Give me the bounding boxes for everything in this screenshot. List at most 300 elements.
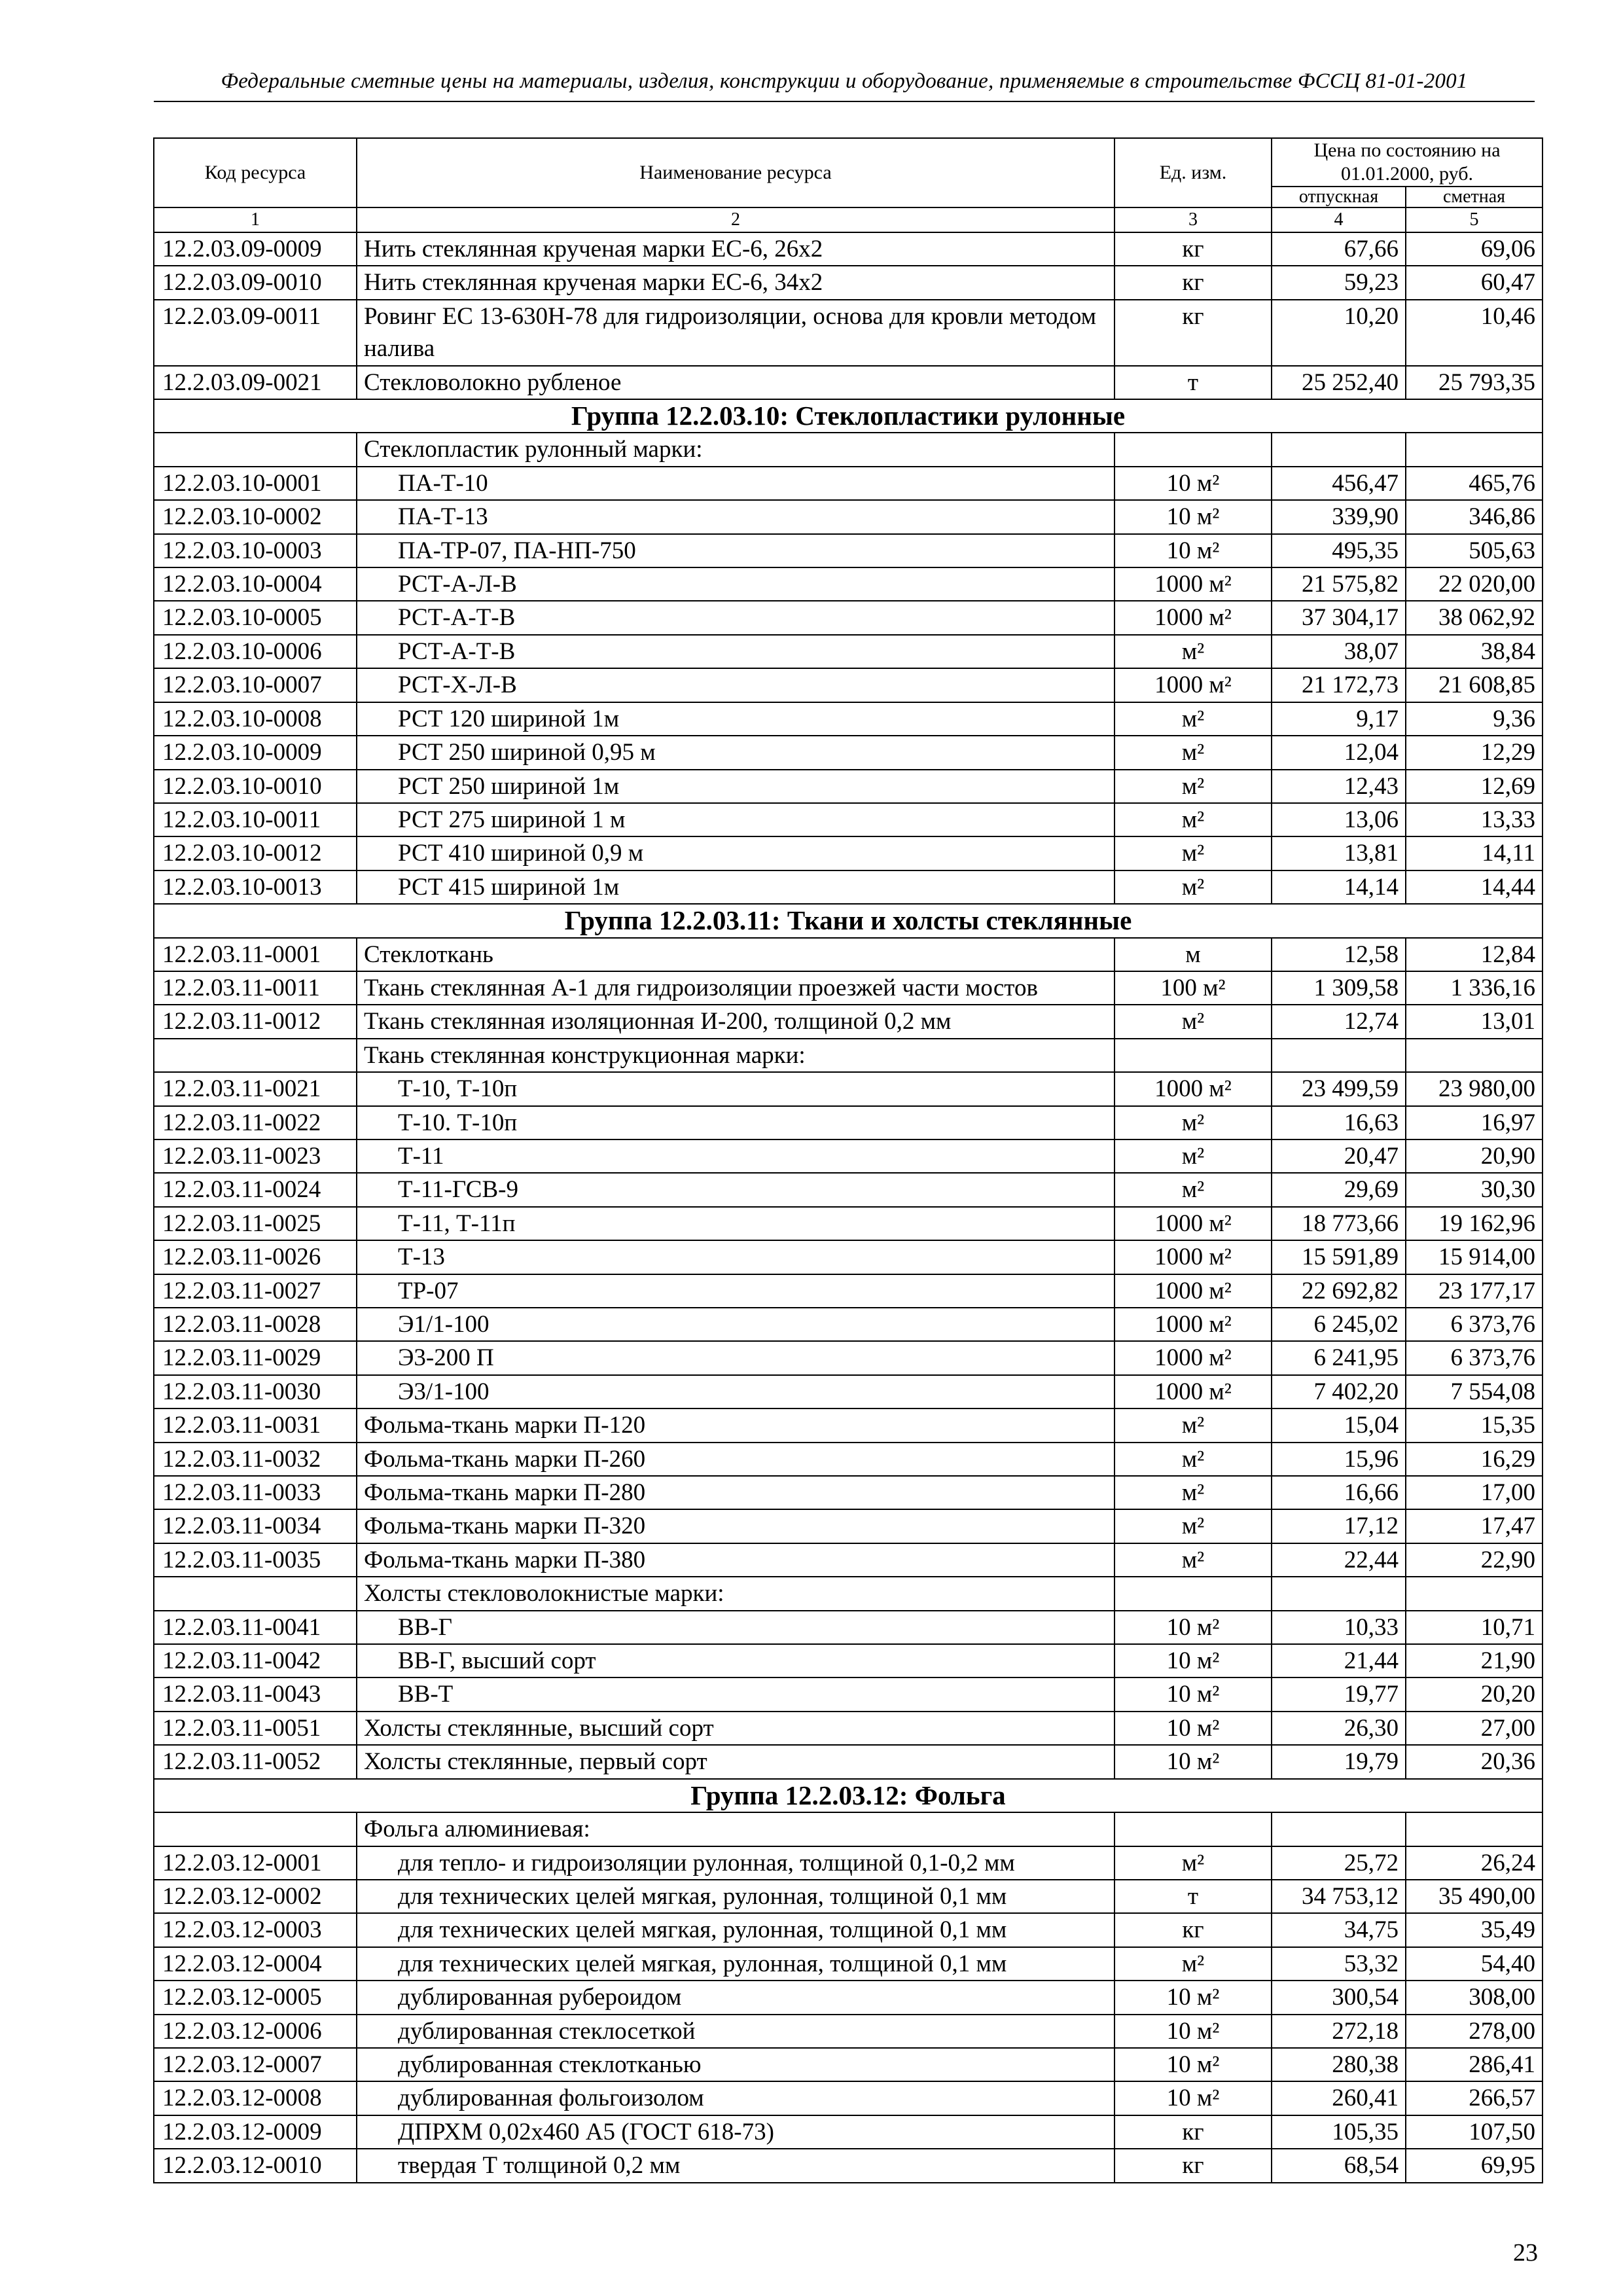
resource-name: для технических целей мягкая, рулонная, толщиной 0,1 мм	[357, 1947, 1115, 1981]
resource-code: 12.2.03.11-0023	[154, 1139, 357, 1173]
release-price: 37 304,17	[1272, 601, 1406, 634]
resource-code: 12.2.03.11-0011	[154, 971, 357, 1005]
release-price: 13,81	[1272, 836, 1406, 870]
unit: м²	[1115, 1947, 1272, 1981]
unit: 10 м²	[1115, 2048, 1272, 2081]
table-row	[154, 1611, 1543, 1644]
release-price: 21,44	[1272, 1644, 1406, 1677]
resource-name: Холсты стеклянные, первый сорт	[357, 1745, 1115, 1778]
resource-code: 12.2.03.11-0043	[154, 1677, 357, 1711]
resource-code: 12.2.03.11-0012	[154, 1005, 357, 1038]
resource-name: РСТ 410 шириной 0,9 м	[357, 836, 1115, 870]
resource-name: Э1/1-100	[357, 1308, 1115, 1341]
table-row	[154, 500, 1543, 533]
resource-code: 12.2.03.11-0026	[154, 1240, 357, 1274]
resource-code: 12.2.03.10-0001	[154, 467, 357, 500]
group-heading: Группа 12.2.03.10: Стеклопластики рулонные	[154, 399, 1543, 433]
release-price: 16,66	[1272, 1476, 1406, 1509]
table-row	[154, 1207, 1543, 1240]
estimate-price: 38,84	[1406, 635, 1543, 668]
unit: 10 м²	[1115, 1611, 1272, 1644]
resource-code: 12.2.03.09-0011	[154, 300, 357, 366]
resource-code: 12.2.03.11-0028	[154, 1308, 357, 1341]
table-row	[154, 836, 1543, 870]
estimate-price: 35,49	[1406, 1913, 1543, 1946]
resource-name: дублированная рубероидом	[357, 1981, 1115, 2014]
unit: кг	[1115, 300, 1272, 366]
estimate-price: 23 980,00	[1406, 1072, 1543, 1105]
table-row	[154, 1408, 1543, 1442]
estimate-price: 20,90	[1406, 1139, 1543, 1173]
resource-code: 12.2.03.11-0024	[154, 1173, 357, 1206]
empty-price-cell	[1406, 1039, 1543, 1072]
unit: м²	[1115, 635, 1272, 668]
unit: м	[1115, 938, 1272, 971]
unit: м²	[1115, 1509, 1272, 1543]
empty-price-cell	[1406, 1812, 1543, 1846]
resource-code: 12.2.03.10-0007	[154, 668, 357, 702]
empty-unit-cell	[1115, 1577, 1272, 1610]
release-price: 105,35	[1272, 2115, 1406, 2149]
release-price: 19,79	[1272, 1745, 1406, 1778]
unit: м²	[1115, 836, 1272, 870]
table-row	[154, 366, 1543, 399]
unit: м²	[1115, 736, 1272, 769]
header-rule	[154, 101, 1535, 102]
resource-code: 12.2.03.11-0021	[154, 1072, 357, 1105]
resource-code: 12.2.03.11-0029	[154, 1341, 357, 1374]
unit: 10 м²	[1115, 467, 1272, 500]
resource-code: 12.2.03.12-0002	[154, 1880, 357, 1913]
table-row	[154, 232, 1543, 266]
resource-code: 12.2.03.10-0008	[154, 702, 357, 736]
release-price: 1 309,58	[1272, 971, 1406, 1005]
estimate-price: 266,57	[1406, 2081, 1543, 2115]
estimate-price: 278,00	[1406, 2015, 1543, 2048]
col-header-release: отпускная	[1272, 187, 1406, 207]
resource-name: дублированная фольгоизолом	[357, 2081, 1115, 2115]
resource-code: 12.2.03.11-0041	[154, 1611, 357, 1644]
table-row	[154, 770, 1543, 803]
unit: м²	[1115, 870, 1272, 904]
release-price: 12,74	[1272, 1005, 1406, 1038]
resource-code: 12.2.03.11-0027	[154, 1274, 357, 1308]
resource-code: 12.2.03.12-0007	[154, 2048, 357, 2081]
estimate-price: 1 336,16	[1406, 971, 1543, 1005]
empty-price-cell	[1406, 1577, 1543, 1610]
empty-unit-cell	[1115, 433, 1272, 466]
table-row	[154, 534, 1543, 567]
resource-name: ВВ-Г, высший сорт	[357, 1644, 1115, 1677]
unit: 1000 м²	[1115, 1308, 1272, 1341]
resource-code: 12.2.03.10-0010	[154, 770, 357, 803]
resource-name: Ровинг ЕС 13-630Н-78 для гидроизоляции, основа для кровли методом налива	[357, 300, 1115, 366]
resource-name: ПА-Т-13	[357, 500, 1115, 533]
resource-name: Фольма-ткань марки П-260	[357, 1443, 1115, 1476]
unit: 10 м²	[1115, 2015, 1272, 2048]
estimate-price: 10,46	[1406, 300, 1543, 366]
release-price: 18 773,66	[1272, 1207, 1406, 1240]
table-row	[154, 1476, 1543, 1509]
table-row	[154, 1981, 1543, 2014]
estimate-price: 15 914,00	[1406, 1240, 1543, 1274]
estimate-price: 22 020,00	[1406, 567, 1543, 601]
estimate-price: 505,63	[1406, 534, 1543, 567]
release-price: 13,06	[1272, 803, 1406, 836]
resource-code: 12.2.03.12-0006	[154, 2015, 357, 2048]
resource-name: для технических целей мягкая, рулонная, толщиной 0,1 мм	[357, 1913, 1115, 1946]
group-heading: Группа 12.2.03.12: Фольга	[154, 1779, 1543, 1812]
group-heading-row	[154, 1779, 1543, 1812]
empty-price-cell	[1272, 1039, 1406, 1072]
resource-name: ПА-ТР-07, ПА-НП-750	[357, 534, 1115, 567]
table-row	[154, 1005, 1543, 1038]
unit: м²	[1115, 1476, 1272, 1509]
resource-code: 12.2.03.10-0004	[154, 567, 357, 601]
resource-code: 12.2.03.09-0009	[154, 232, 357, 266]
unit: 1000 м²	[1115, 1341, 1272, 1374]
resource-code: 12.2.03.12-0001	[154, 1846, 357, 1880]
release-price: 15,04	[1272, 1408, 1406, 1442]
resource-name: Стекловолокно рубленое	[357, 366, 1115, 399]
table-row	[154, 1341, 1543, 1374]
table-row	[154, 2149, 1543, 2182]
resource-code: 12.2.03.10-0012	[154, 836, 357, 870]
release-price: 9,17	[1272, 702, 1406, 736]
unit: 1000 м²	[1115, 1375, 1272, 1408]
release-price: 34 753,12	[1272, 1880, 1406, 1913]
table-row	[154, 1240, 1543, 1274]
empty-price-cell	[1272, 1577, 1406, 1610]
resource-name: Фольма-ткань марки П-120	[357, 1408, 1115, 1442]
resource-name: Т-10, Т-10п	[357, 1072, 1115, 1105]
resource-name: ДПРХМ 0,02х460 А5 (ГОСТ 618-73)	[357, 2115, 1115, 2149]
table-row	[154, 467, 1543, 500]
estimate-price: 10,71	[1406, 1611, 1543, 1644]
estimate-price: 14,44	[1406, 870, 1543, 904]
unit: м²	[1115, 1443, 1272, 1476]
unit: 10 м²	[1115, 1644, 1272, 1677]
resource-code: 12.2.03.11-0031	[154, 1408, 357, 1442]
estimate-price: 9,36	[1406, 702, 1543, 736]
release-price: 59,23	[1272, 266, 1406, 299]
resource-code: 12.2.03.12-0005	[154, 1981, 357, 2014]
release-price: 22 692,82	[1272, 1274, 1406, 1308]
unit: 10 м²	[1115, 1712, 1272, 1745]
resource-code: 12.2.03.12-0008	[154, 2081, 357, 2115]
page-number: 23	[1513, 2239, 1538, 2267]
estimate-price: 27,00	[1406, 1712, 1543, 1745]
resource-code: 12.2.03.10-0009	[154, 736, 357, 769]
resource-code: 12.2.03.09-0021	[154, 366, 357, 399]
resource-name: Т-11	[357, 1139, 1115, 1173]
resource-code: 12.2.03.11-0001	[154, 938, 357, 971]
resource-name: для тепло- и гидроизоляции рулонная, толщиной 0,1-0,2 мм	[357, 1846, 1115, 1880]
unit: 100 м²	[1115, 971, 1272, 1005]
subheading-text: Стеклопластик рулонный марки:	[357, 433, 1115, 466]
resource-name: для технических целей мягкая, рулонная, толщиной 0,1 мм	[357, 1880, 1115, 1913]
resource-name: твердая Т толщиной 0,2 мм	[357, 2149, 1115, 2182]
table-row	[154, 1173, 1543, 1206]
estimate-price: 6 373,76	[1406, 1308, 1543, 1341]
release-price: 20,47	[1272, 1139, 1406, 1173]
estimate-price: 20,36	[1406, 1745, 1543, 1778]
empty-code-cell	[154, 1039, 357, 1072]
estimate-price: 38 062,92	[1406, 601, 1543, 634]
resource-name: Холсты стеклянные, высший сорт	[357, 1712, 1115, 1745]
resource-code: 12.2.03.11-0033	[154, 1476, 357, 1509]
resource-name: Нить стеклянная крученая марки ЕС-6, 26х2	[357, 232, 1115, 266]
resource-name: РСТ-А-Т-В	[357, 601, 1115, 634]
subheading-text: Холсты стекловолокнистые марки:	[357, 1577, 1115, 1610]
table-row	[154, 1443, 1543, 1476]
table-row	[154, 736, 1543, 769]
resource-name: дублированная стеклотканью	[357, 2048, 1115, 2081]
unit: кг	[1115, 2149, 1272, 2182]
release-price: 25,72	[1272, 1846, 1406, 1880]
unit: м²	[1115, 1005, 1272, 1038]
unit: м²	[1115, 1106, 1272, 1139]
unit: т	[1115, 366, 1272, 399]
resource-name: Т-13	[357, 1240, 1115, 1274]
col-header-price: Цена по состоянию на 01.01.2000, руб.	[1272, 138, 1543, 187]
subheading-row	[154, 1577, 1543, 1610]
release-price: 67,66	[1272, 232, 1406, 266]
col-number: 4	[1272, 207, 1406, 232]
unit: 10 м²	[1115, 1745, 1272, 1778]
table-row	[154, 1947, 1543, 1981]
col-number: 3	[1115, 207, 1272, 232]
release-price: 339,90	[1272, 500, 1406, 533]
estimate-price: 15,35	[1406, 1408, 1543, 1442]
table-body	[154, 232, 1543, 2183]
resource-name: РСТ 415 шириной 1м	[357, 870, 1115, 904]
table-row	[154, 1913, 1543, 1946]
release-price: 21 172,73	[1272, 668, 1406, 702]
unit: 1000 м²	[1115, 668, 1272, 702]
table-row	[154, 300, 1543, 366]
table-row	[154, 1072, 1543, 1105]
resource-code: 12.2.03.11-0051	[154, 1712, 357, 1745]
release-price: 38,07	[1272, 635, 1406, 668]
unit: 10 м²	[1115, 534, 1272, 567]
resource-code: 12.2.03.10-0013	[154, 870, 357, 904]
resource-name: Э3/1-100	[357, 1375, 1115, 1408]
empty-code-cell	[154, 1812, 357, 1846]
release-price: 15 591,89	[1272, 1240, 1406, 1274]
unit: 1000 м²	[1115, 1072, 1272, 1105]
subheading-text: Ткань стеклянная конструкционная марки:	[357, 1039, 1115, 1072]
resource-name: Т-11-ГСВ-9	[357, 1173, 1115, 1206]
resource-code: 12.2.03.11-0035	[154, 1543, 357, 1577]
empty-price-cell	[1272, 433, 1406, 466]
release-price: 12,58	[1272, 938, 1406, 971]
resource-name: РСТ-Х-Л-В	[357, 668, 1115, 702]
estimate-price: 16,29	[1406, 1443, 1543, 1476]
table-row	[154, 870, 1543, 904]
release-price: 12,43	[1272, 770, 1406, 803]
subheading-text: Фольга алюминиевая:	[357, 1812, 1115, 1846]
table-row	[154, 266, 1543, 299]
release-price: 25 252,40	[1272, 366, 1406, 399]
unit: м²	[1115, 702, 1272, 736]
resource-name: Нить стеклянная крученая марки ЕС-6, 34х2	[357, 266, 1115, 299]
subheading-row	[154, 433, 1543, 466]
resource-name: ПА-Т-10	[357, 467, 1115, 500]
unit: м²	[1115, 1543, 1272, 1577]
release-price: 10,33	[1272, 1611, 1406, 1644]
unit: 1000 м²	[1115, 1274, 1272, 1308]
table-row	[154, 2115, 1543, 2149]
release-price: 68,54	[1272, 2149, 1406, 2182]
unit: 10 м²	[1115, 500, 1272, 533]
col-header-name: Наименование ресурса	[357, 138, 1115, 207]
estimate-price: 346,86	[1406, 500, 1543, 533]
release-price: 6 241,95	[1272, 1341, 1406, 1374]
col-number: 1	[154, 207, 357, 232]
table-row	[154, 1308, 1543, 1341]
resource-name: РСТ-А-Л-В	[357, 567, 1115, 601]
unit: кг	[1115, 266, 1272, 299]
resource-code: 12.2.03.12-0009	[154, 2115, 357, 2149]
table-row	[154, 971, 1543, 1005]
release-price: 456,47	[1272, 467, 1406, 500]
estimate-price: 22,90	[1406, 1543, 1543, 1577]
unit: м²	[1115, 1173, 1272, 1206]
resource-code: 12.2.03.11-0034	[154, 1509, 357, 1543]
unit: 10 м²	[1115, 1981, 1272, 2014]
empty-unit-cell	[1115, 1812, 1272, 1846]
unit: 1000 м²	[1115, 1240, 1272, 1274]
table-row	[154, 2081, 1543, 2115]
resource-name: РСТ-А-Т-В	[357, 635, 1115, 668]
resource-name: ВВ-Т	[357, 1677, 1115, 1711]
estimate-price: 26,24	[1406, 1846, 1543, 1880]
estimate-price: 23 177,17	[1406, 1274, 1543, 1308]
empty-price-cell	[1272, 1812, 1406, 1846]
resource-code: 12.2.03.12-0003	[154, 1913, 357, 1946]
release-price: 19,77	[1272, 1677, 1406, 1711]
resource-name: ТР-07	[357, 1274, 1115, 1308]
resource-name: Ткань стеклянная А-1 для гидроизоляции проезжей части мостов	[357, 971, 1115, 1005]
estimate-price: 17,47	[1406, 1509, 1543, 1543]
release-price: 17,12	[1272, 1509, 1406, 1543]
estimate-price: 17,00	[1406, 1476, 1543, 1509]
resource-name: РСТ 250 шириной 1м	[357, 770, 1115, 803]
resource-code: 12.2.03.11-0042	[154, 1644, 357, 1677]
unit: 10 м²	[1115, 2081, 1272, 2115]
table-row	[154, 803, 1543, 836]
resource-name: РСТ 275 шириной 1 м	[357, 803, 1115, 836]
release-price: 53,32	[1272, 1947, 1406, 1981]
group-heading: Группа 12.2.03.11: Ткани и холсты стеклянные	[154, 904, 1543, 937]
estimate-price: 21,90	[1406, 1644, 1543, 1677]
resource-name: РСТ 250 шириной 0,95 м	[357, 736, 1115, 769]
resource-name: Ткань стеклянная изоляционная И-200, толщиной 0,2 мм	[357, 1005, 1115, 1038]
table-row	[154, 635, 1543, 668]
empty-code-cell	[154, 1577, 357, 1610]
estimate-price: 54,40	[1406, 1947, 1543, 1981]
col-header-estimate: сметная	[1406, 187, 1543, 207]
unit: кг	[1115, 232, 1272, 266]
estimate-price: 13,01	[1406, 1005, 1543, 1038]
resource-name: РСТ 120 шириной 1м	[357, 702, 1115, 736]
estimate-price: 12,69	[1406, 770, 1543, 803]
resource-name: Э3-200 П	[357, 1341, 1115, 1374]
table-row	[154, 702, 1543, 736]
table-row	[154, 1106, 1543, 1139]
release-price: 12,04	[1272, 736, 1406, 769]
price-table	[153, 137, 1543, 2183]
table-row	[154, 601, 1543, 634]
resource-code: 12.2.03.10-0002	[154, 500, 357, 533]
estimate-price: 69,06	[1406, 232, 1543, 266]
estimate-price: 13,33	[1406, 803, 1543, 836]
estimate-price: 30,30	[1406, 1173, 1543, 1206]
release-price: 29,69	[1272, 1173, 1406, 1206]
estimate-price: 20,20	[1406, 1677, 1543, 1711]
release-price: 260,41	[1272, 2081, 1406, 2115]
table-row	[154, 668, 1543, 702]
unit: м²	[1115, 770, 1272, 803]
subheading-row	[154, 1812, 1543, 1846]
unit: кг	[1115, 1913, 1272, 1946]
estimate-price: 35 490,00	[1406, 1880, 1543, 1913]
unit: м²	[1115, 1139, 1272, 1173]
resource-code: 12.2.03.11-0022	[154, 1106, 357, 1139]
table-row	[154, 1644, 1543, 1677]
release-price: 300,54	[1272, 1981, 1406, 2014]
estimate-price: 69,95	[1406, 2149, 1543, 2182]
col-number: 5	[1406, 207, 1543, 232]
release-price: 16,63	[1272, 1106, 1406, 1139]
unit: 1000 м²	[1115, 601, 1272, 634]
col-header-code: Код ресурса	[154, 138, 357, 207]
estimate-price: 21 608,85	[1406, 668, 1543, 702]
table-row	[154, 1745, 1543, 1778]
resource-code: 12.2.03.10-0006	[154, 635, 357, 668]
resource-code: 12.2.03.11-0025	[154, 1207, 357, 1240]
resource-name: Стеклоткань	[357, 938, 1115, 971]
resource-code: 12.2.03.10-0003	[154, 534, 357, 567]
release-price: 280,38	[1272, 2048, 1406, 2081]
group-heading-row	[154, 904, 1543, 937]
release-price: 15,96	[1272, 1443, 1406, 1476]
table-row	[154, 2015, 1543, 2048]
release-price: 14,14	[1272, 870, 1406, 904]
empty-price-cell	[1406, 433, 1543, 466]
resource-name: Т-11, Т-11п	[357, 1207, 1115, 1240]
release-price: 26,30	[1272, 1712, 1406, 1745]
resource-code: 12.2.03.09-0010	[154, 266, 357, 299]
table-row	[154, 567, 1543, 601]
resource-code: 12.2.03.10-0005	[154, 601, 357, 634]
estimate-price: 308,00	[1406, 1981, 1543, 2014]
release-price: 272,18	[1272, 2015, 1406, 2048]
unit: м²	[1115, 803, 1272, 836]
unit: 1000 м²	[1115, 567, 1272, 601]
col-number: 2	[357, 207, 1115, 232]
table-row	[154, 1274, 1543, 1308]
table-row	[154, 1846, 1543, 1880]
release-price: 6 245,02	[1272, 1308, 1406, 1341]
table-header-row	[154, 138, 1543, 187]
resource-name: Фольма-ткань марки П-320	[357, 1509, 1115, 1543]
release-price: 21 575,82	[1272, 567, 1406, 601]
table-row	[154, 1712, 1543, 1745]
estimate-price: 25 793,35	[1406, 366, 1543, 399]
release-price: 22,44	[1272, 1543, 1406, 1577]
